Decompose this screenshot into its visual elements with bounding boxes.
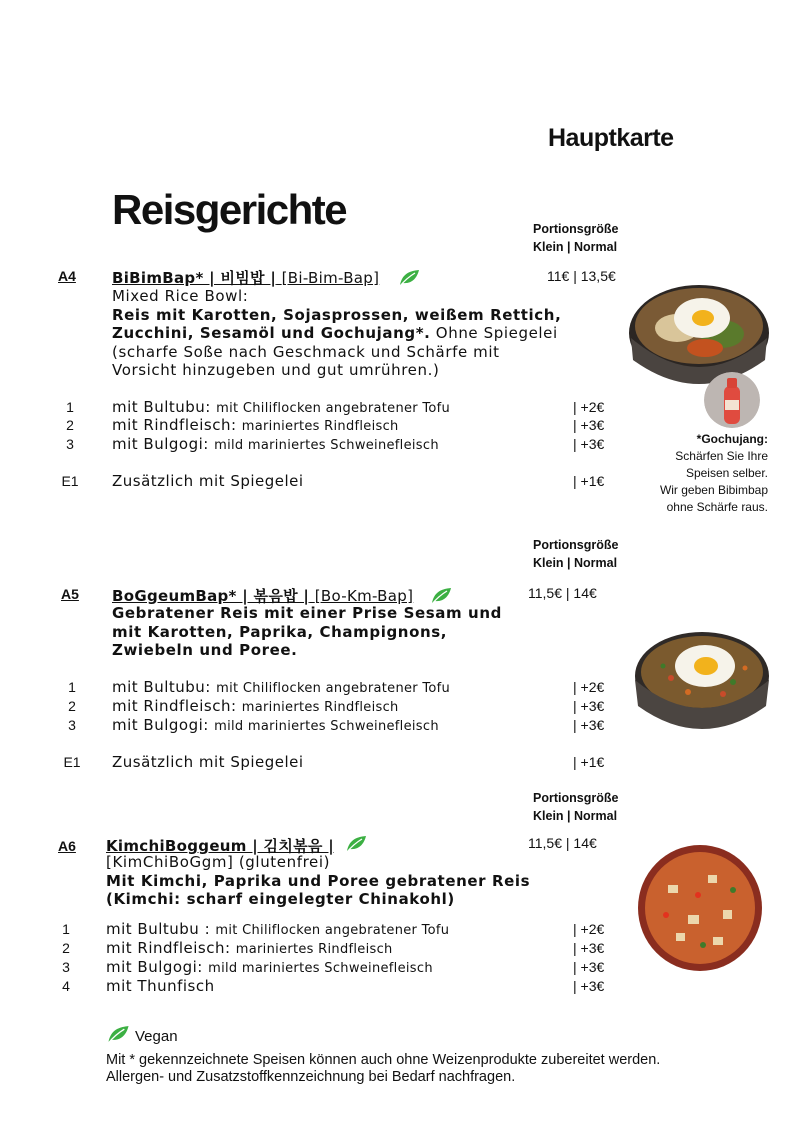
- option-price: | +2€: [573, 921, 605, 937]
- option-price: | +3€: [573, 717, 605, 733]
- extra-price: | +1€: [573, 754, 605, 770]
- dish-description: Gebratener Reis mit einer Prise Sesam und mit Karotten, Paprika, Champignons, Zwiebeln und Poree.: [112, 604, 502, 659]
- extra-number: E1: [63, 754, 81, 770]
- option-price: | +3€: [573, 940, 605, 956]
- option-price: | +3€: [573, 978, 605, 994]
- menu-header-title: Hauptkarte: [548, 124, 674, 152]
- portion-size-label-a5: Portionsgröße Klein | Normal: [533, 538, 619, 570]
- dish-name-bold: BiBimBap* | 비빔밥 |: [112, 269, 277, 287]
- vegan-legend-label: Vegan: [135, 1028, 178, 1045]
- option-price: | +2€: [573, 679, 605, 695]
- dish-pronunciation: [Bo-Km-Bap]: [314, 587, 414, 605]
- option-item: mit Rindfleisch: mariniertes Rindfleisch: [106, 939, 393, 957]
- extra-item: Zusätzlich mit Spiegelei: [112, 753, 304, 771]
- dish-code: A5: [61, 586, 79, 602]
- dish-name-bold: KimchiBoggeum | 김치볶음 |: [106, 837, 334, 855]
- kimchiboggeum-photo: [638, 845, 762, 971]
- option-item: mit Bulgogi: mild mariniertes Schweinefleisch: [112, 435, 439, 453]
- dish-description: Mixed Rice Bowl: Reis mit Karotten, Sojasprossen, weißem Rettich, Zucchini, Sesamöl und Gochujang*. Ohne Spiegelei (scharfe Soße nach Geschmack und Schärfe mit Vorsicht hinzugeben und gut umrühren.): [112, 287, 562, 379]
- vegan-leaf-icon: [430, 587, 452, 605]
- dish-code: A6: [58, 838, 76, 854]
- option-number: 3: [62, 959, 70, 975]
- gochujang-bottle-photo: [704, 372, 760, 428]
- option-item: mit Thunfisch: [106, 977, 215, 995]
- option-number: 1: [66, 399, 74, 415]
- dish-name: [112, 585, 413, 606]
- boggeumbap-photo: [633, 628, 771, 752]
- dish-price: 11,5€ | 14€: [528, 835, 597, 851]
- option-item: mit Bulgogi: mild mariniertes Schweinefleisch: [106, 958, 433, 976]
- option-item: mit Bultubu: mit Chiliflocken angebratener Tofu: [112, 678, 451, 696]
- extra-price: | +1€: [573, 473, 605, 489]
- portion-size-label-a6: Portionsgröße Klein | Normal: [533, 791, 619, 823]
- vegan-leaf-icon: [106, 1025, 130, 1044]
- option-item: mit Bultubu : mit Chiliflocken angebratener Tofu: [106, 920, 450, 938]
- vegan-leaf-icon: [345, 835, 367, 853]
- dish-description: [KimChiBoGgm] (glutenfrei) Mit Kimchi, Paprika und Poree gebratener Reis (Kimchi: scharf eingelegter Chinakohl): [106, 853, 531, 908]
- option-item: mit Rindfleisch: mariniertes Rindfleisch: [112, 416, 399, 434]
- option-item: mit Bulgogi: mild mariniertes Schweinefleisch: [112, 716, 439, 734]
- dish-pronunciation: [Bi-Bim-Bap]: [281, 269, 380, 287]
- option-number: 2: [68, 698, 76, 714]
- gochujang-note: *Gochujang: Schärfen Sie Ihre Speisen selber. Wir geben Bibimbap ohne Schärfe raus.: [659, 432, 768, 514]
- vegan-leaf-icon: [398, 269, 420, 287]
- option-number: 1: [68, 679, 76, 695]
- option-number: 2: [62, 940, 70, 956]
- option-item: mit Rindfleisch: mariniertes Rindfleisch: [112, 697, 399, 715]
- option-price: | +3€: [573, 436, 605, 452]
- option-number: 2: [66, 417, 74, 433]
- dish-price: 11€ | 13,5€: [547, 268, 616, 284]
- option-price: | +3€: [573, 959, 605, 975]
- extra-item: Zusätzlich mit Spiegelei: [112, 472, 304, 490]
- dish-name: [112, 267, 379, 288]
- dish-name-bold: BoGgeumBap* | 볶음밥 |: [112, 587, 310, 605]
- footer-note: Mit * gekennzeichnete Speisen können auch ohne Weizenprodukte zubereitet werden. Allergen- und Zusatzstoffkennzeichnung bei Bedarf nachfragen.: [106, 1052, 661, 1085]
- option-number: 1: [62, 921, 70, 937]
- option-number: 3: [66, 436, 74, 452]
- portion-size-label-a4: Portionsgröße Klein | Normal: [533, 222, 619, 254]
- extra-number: E1: [61, 473, 79, 489]
- option-price: | +3€: [573, 417, 605, 433]
- option-price: | +3€: [573, 698, 605, 714]
- option-item: mit Bultubu: mit Chiliflocken angebratener Tofu: [112, 398, 451, 416]
- option-number: 4: [62, 978, 70, 994]
- option-price: | +2€: [573, 399, 605, 415]
- dish-code: A4: [58, 268, 76, 284]
- dish-price: 11,5€ | 14€: [528, 585, 597, 601]
- option-number: 3: [68, 717, 76, 733]
- section-title: Reisgerichte: [112, 186, 347, 233]
